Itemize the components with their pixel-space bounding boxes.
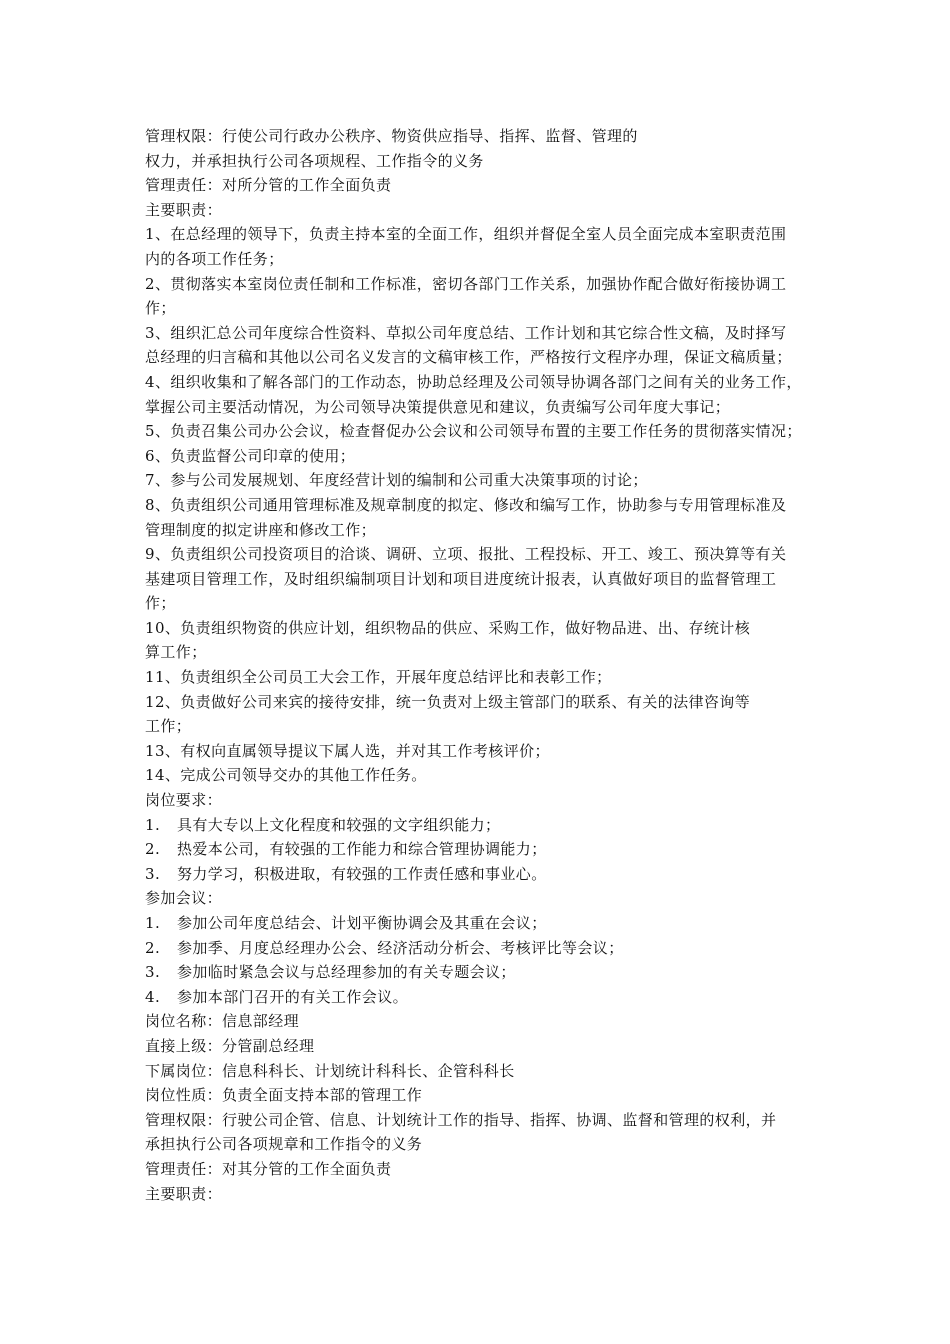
meeting-item <box>145 911 865 936</box>
text-line: 承担执行公司各项规章和工作指令的义务 <box>145 1135 423 1154</box>
list-number: 2. <box>145 938 161 957</box>
text-line: 管理权限：行驶公司企管、信息、计划统计工作的指导、指挥、协调、监督和管理的权利，并 <box>145 1110 777 1129</box>
text-line: 4、组织收集和了解各部门的工作动态，协助总经理及公司领导协调各部门之间有关的业务工作， <box>145 372 802 391</box>
list-number: 4. <box>145 987 161 1006</box>
meeting-item <box>145 936 865 961</box>
text-line: 14、完成公司领导交办的其他工作任务。 <box>145 766 427 785</box>
list-text: 参加本部门召开的有关工作会议。 <box>177 987 409 1006</box>
text-line: 掌握公司主要活动情况，为公司领导决策提供意见和建议，负责编写公司年度大事记； <box>145 397 731 416</box>
document-body <box>145 124 865 1206</box>
text-line: 6、负责监督公司印章的使用； <box>145 446 356 465</box>
text-line: 2、贯彻落实本室岗位责任制和工作标准，密切各部门工作关系，加强协作配合做好衔接协调工 <box>145 274 787 293</box>
text-line: 5、负责召集公司办公会议，检查督促办公会议和公司领导布置的主要工作任务的贯彻落实情况； <box>145 422 802 441</box>
list-text: 努力学习，积极进取，有较强的工作责任感和事业心。 <box>177 864 547 883</box>
text-line: 管理制度的拟定讲座和修改工作； <box>145 520 377 539</box>
requirement-item <box>145 862 865 887</box>
text-line: 内的各项工作任务； <box>145 249 284 268</box>
text-line: 直接上级：分管副总经理 <box>145 1036 315 1055</box>
text-line: 10、负责组织物资的供应计划，组织物品的供应、采购工作，做好物品进、出、存统计核 <box>145 618 751 637</box>
list-number: 2. <box>145 840 161 859</box>
text-line: 岗位性质：负责全面支持本部的管理工作 <box>145 1086 423 1105</box>
text-line: 1、在总经理的领导下，负责主持本室的全面工作，组织并督促全室人员全面完成本室职责范围 <box>145 225 787 244</box>
document-page <box>145 124 865 1206</box>
requirement-item <box>145 837 865 862</box>
list-text: 具有大专以上文化程度和较强的文字组织能力； <box>177 815 501 834</box>
text-line: 岗位要求： <box>145 791 223 810</box>
text-line: 11、负责组织全公司员工大会工作，开展年度总结评比和表彰工作； <box>145 668 612 687</box>
list-text: 参加季、月度总经理办公会、经济活动分析会、考核评比等会议； <box>177 938 624 957</box>
text-line: 总经理的归言稿和其他以公司名义发言的文稿审核工作，严格按行文程序办理，保证文稿质量； <box>145 348 792 367</box>
text-line: 主要职责： <box>145 200 223 219</box>
text-line: 权力，并承担执行公司各项规程、工作指令的义务 <box>145 151 484 170</box>
text-line: 管理责任：对所分管的工作全面负责 <box>145 176 392 195</box>
text-line: 下属岗位：信息科科长、计划统计科科长、企管科科长 <box>145 1061 515 1080</box>
list-number: 3. <box>145 864 161 883</box>
text-line: 13、有权向直属领导提议下属人选，并对其工作考核评价； <box>145 741 550 760</box>
text-line: 作； <box>145 594 176 613</box>
list-number: 1. <box>145 914 161 932</box>
text-line: 7、参与公司发展规划、年度经营计划的编制和公司重大决策事项的讨论； <box>145 471 648 490</box>
text-line: 岗位名称：信息部经理 <box>145 1012 300 1031</box>
text-line: 管理权限：行使公司行政办公秩序、物资供应指导、指挥、监督、管理的 <box>145 127 638 145</box>
list-number: 1. <box>145 815 161 834</box>
requirement-item <box>145 813 865 838</box>
list-text: 参加临时紧急会议与总经理参加的有关专题会议； <box>177 963 516 982</box>
text-line: 12、负责做好公司来宾的接待安排，统一负责对上级主管部门的联系、有关的法律咨询等 <box>145 692 751 711</box>
list-text: 参加公司年度总结会、计划平衡协调会及其重在会议； <box>177 914 547 932</box>
text-line: 工作； <box>145 717 192 736</box>
list-text: 热爱本公司，有较强的工作能力和综合管理协调能力； <box>177 840 547 859</box>
text-line: 算工作； <box>145 643 207 662</box>
text-line: 3、组织汇总公司年度综合性资料、草拟公司年度总结、工作计划和其它综合性文稿，及时择写 <box>145 323 787 342</box>
meeting-item <box>145 985 865 1010</box>
list-number: 3. <box>145 963 161 982</box>
text-line: 管理责任：对其分管的工作全面负责 <box>145 1159 392 1178</box>
meeting-item <box>145 960 865 985</box>
section-heading: 参加会议： <box>145 889 223 908</box>
text-line: 作； <box>145 299 176 318</box>
text-line: 基建项目管理工作，及时组织编制项目计划和项目进度统计报表，认真做好项目的监督管理工 <box>145 569 777 588</box>
text-line: 9、负责组织公司投资项目的洽谈、调研、立项、报批、工程投标、开工、竣工、预决算等有关 <box>145 545 787 564</box>
text-line: 主要职责： <box>145 1184 223 1203</box>
text-line: 8、负责组织公司通用管理标准及规章制度的拟定、修改和编写工作，协助参与专用管理标准及 <box>145 495 787 514</box>
